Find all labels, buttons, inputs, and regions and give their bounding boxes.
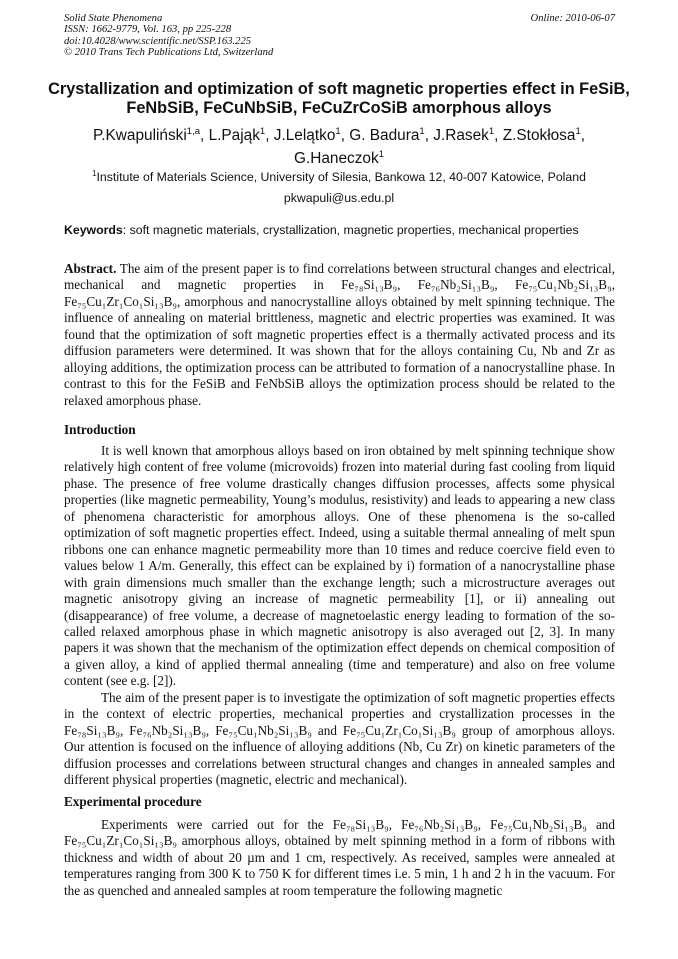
journal-name: Solid State Phenomena	[64, 13, 163, 24]
author: Z.Stokłosa	[502, 127, 576, 145]
author: L.Pająk	[208, 127, 260, 145]
abstract-label: Abstract.	[64, 261, 117, 276]
issn: ISSN: 1662-9779, Vol. 163, pp 225-228	[64, 24, 232, 36]
author: J.Lelątko	[273, 127, 336, 145]
introduction-section	[64, 422, 615, 789]
author-email: pkwapuli@us.edu.pl	[283, 191, 395, 205]
experimental-section	[64, 794, 615, 899]
copyright: © 2010 Trans Tech Publications Ltd, Switzerland	[64, 47, 274, 59]
author: G. Badura	[349, 127, 420, 145]
paragraph: Experiments were carried out for the Fe₇₈Si₁₃B₉, Fe₇₆Nb₂Si₁₃B₉, Fe₇₅Cu₁Nb₂Si₁₃B₉ and Fe₇₅Cu₁Zr₁Co₁Si₁₃B₉ amorphous alloys, obtained by melt spinning method in a form of ribbons with thickness and width of about 20 µm and 1 cm, respectively. As received, samples were annealed at temperatures ranging from 300 K to 750 K for different times i.e. 5 min, 1 h and 2 h in the vacuum. For the as quenched and annealed samples at room temperature the following magnetic	[64, 817, 615, 898]
journal-header	[64, 13, 273, 59]
author: G.Haneczok	[294, 150, 379, 168]
paragraph: The aim of the present paper is to investigate the optimization of soft magnetic properties effects in the context of electric properties, mechanical properties and crystallization processes in the Fe₇₈Si₁₃B₉, Fe₇₆Nb₂Si₁₃B₉, Fe₇₅Cu₁Nb₂Si₁₃B₉ and Fe₇₅Cu₁Zr₁Co₁Si₁₃B₉ group of amorphous alloys. Our attention is focused on the influence of alloying additions (Nb, Cu Zr) on kinetic parameters of the diffusion processes and correlations between structural changes and changes in annealed samples and different physical properties (magnetic, electric and mechanical).	[64, 689, 615, 788]
section-heading: Introduction	[64, 422, 136, 437]
abstract	[64, 261, 615, 409]
author: P.Kwapuliński	[92, 127, 187, 145]
affiliation: $^1$Institute of Materials Science, University of Silesia, Bankowa 12, 40-007 Katowice, Poland	[92, 169, 586, 185]
online-date: Online: 2010-06-07	[530, 13, 615, 24]
author: J.Rasek	[433, 127, 489, 145]
section-heading: Experimental procedure	[64, 794, 202, 809]
paper-title: Crystallization and optimization of soft magnetic properties effect in FeSiB, FeNbSiB, FeCuNbSiB, FeCuZrCoSiB amorphous alloys	[48, 80, 630, 117]
abstract-text: The aim of the present paper is to find correlations between structural changes and electrical, mechanical and magnetic properties in Fe₇₈Si₁₃B₉, Fe₇₆Nb₂Si₁₃B₉, Fe₇₅Cu₁Nb₂Si₁₃B₉, Fe₇₅Cu₁Zr₁Co₁Si₁₃B₉, amorphous and nanocrystalline alloys obtained by melt spinning technique. The influence of annealing on material brittleness, magnetic and electric properties was examined. It was found that the optimization of soft magnetic properties effect is a thermally activated process and its diffusion parameters were determined. It was shown that for the alloys containing Cu, Nb and Zr as alloying additions, the optimization process can be attributed to formation of a nanocrystalline phase. In contrast to this for the FeSiB and FeNbSiB alloys the optimization process should be related to the relaxed amorphous phase.	[64, 261, 615, 408]
keywords: Keywords: soft magnetic materials, crystallization, magnetic properties, mechanical properties	[64, 223, 579, 237]
paragraph: It is well known that amorphous alloys based on iron obtained by melt spinning technique show relatively high content of free volume (microvoids) frozen into material during fast cooling from liquid phase. The presence of free volume drastically changes diffusion processes, affects some physical properties (like magnetic permeability, Young’s modulus, resistivity) and leads to appearing a new class of phenomena characteristic for amorphous alloys. One of these phenomena is the so-called optimization of soft magnetic properties effect. Indeed, using a suitable thermal annealing of melt spun ribbons one can enhance magnetic permeability more than 10 times and reduce coercive field even to values below 1 A/m. Generally, this effect can be explained by i) formation of a nanocrystalline phase with grain dimensions much smaller than the exchange length; such a microstructure averages out magnetic anisotropy giving an increase of magnetic permeability [1], or ii) annealing out (disappearance) of free volume, a decrease of magnetoelastic energy leading to formation of the so-called relaxed amorphous phase in which magnetic anisotropy is also averaged out [2, 3]. In many papers it was shown that the mechanism of the optimization effect depends on chemical composition of a given alloy, a kind of applied thermal annealing (time and temperature) and also on free volume content (see e.g. [2]).	[64, 443, 615, 689]
author-list: P.Kwapuliński$^{1,a}$, L.Pająk$^1$, J.Lelątko$^1$, G. Badura$^1$, J.Rasek$^1$, Z.Stokłosa$^1$, G.Haneczok$^1$	[92, 126, 586, 168]
doi: doi:10.4028/www.scientific.net/SSP.163.225	[64, 35, 252, 47]
